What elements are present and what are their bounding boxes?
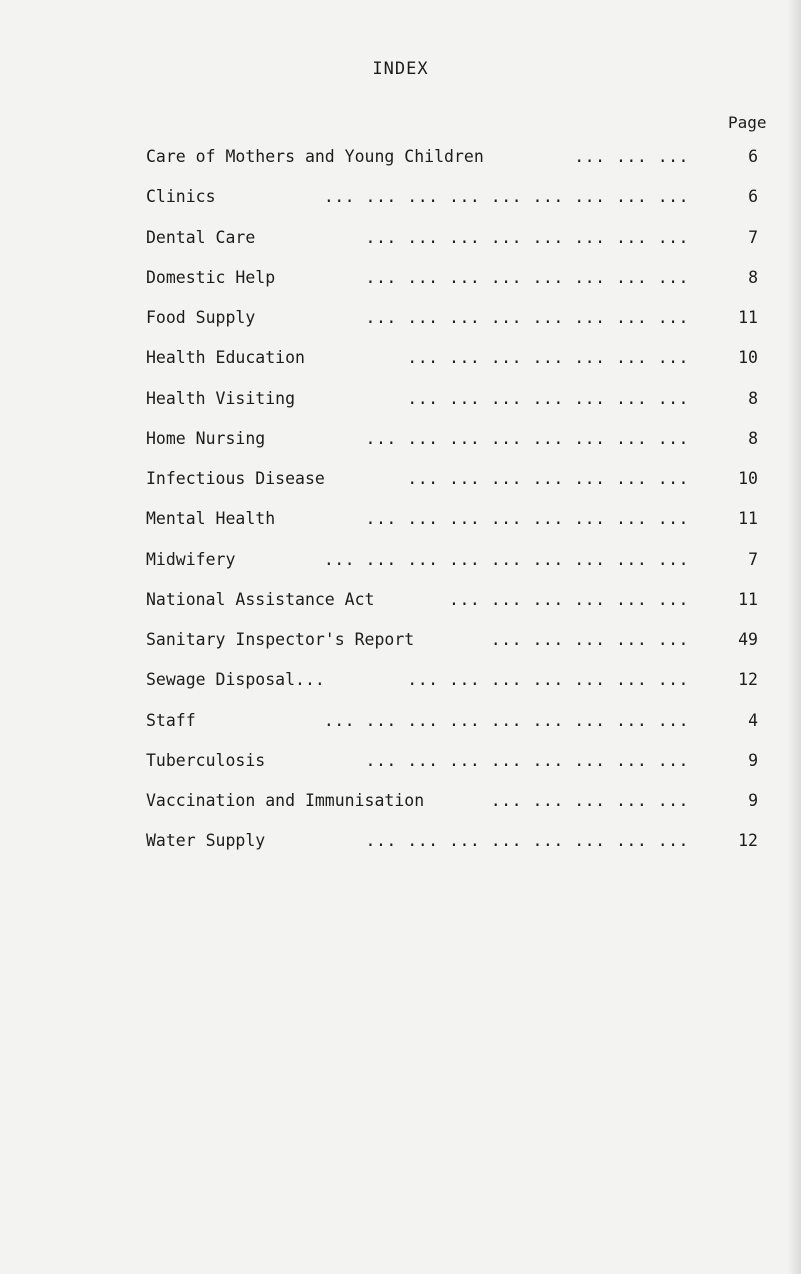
entry-label: Food Supply: [146, 308, 256, 327]
entry-label: Dental Care: [146, 227, 256, 247]
entry-leader-dots: ... ... ... ... ...: [490, 630, 689, 649]
entry-page-number: 7: [748, 549, 758, 569]
entry-label: Sewage Disposal...: [146, 670, 325, 690]
entry-leader-dots: ... ... ... ... ... ... ... ...: [365, 509, 689, 529]
entry-leader-dots: ... ... ... ... ... ... ...: [407, 670, 689, 690]
index-entry: [146, 348, 772, 388]
index-title: INDEX: [372, 59, 429, 79]
entry-leader-dots: ... ... ... ... ... ... ... ...: [365, 831, 689, 851]
entry-leader-dots: ... ... ... ... ... ... ... ...: [365, 308, 689, 327]
entry-label: National Assistance Act: [146, 589, 375, 609]
entry-leader-dots: ... ... ... ... ... ... ... ...: [365, 267, 689, 287]
index-entry: [146, 187, 772, 227]
entry-leader-dots: ... ... ... ... ... ... ... ... ...: [323, 549, 689, 569]
index-entry: [146, 389, 772, 429]
entry-label: Tuberculosis: [146, 750, 266, 770]
index-entry: [146, 550, 772, 590]
entry-page-number: 10: [738, 348, 758, 368]
entry-leader-dots: ... ... ... ... ... ... ...: [407, 469, 689, 488]
entry-label: Clinics: [146, 187, 216, 207]
entry-label: Health Education: [146, 348, 305, 368]
entry-page-number: 6: [748, 147, 758, 166]
entry-page-number: 11: [738, 509, 758, 529]
entry-leader-dots: ... ... ... ... ...: [490, 791, 689, 810]
page-column-heading: Page: [728, 113, 767, 132]
index-entry: [146, 228, 772, 268]
entry-label: Vaccination and Immunisation: [146, 791, 425, 810]
entry-label: Care of Mothers and Young Children: [146, 147, 484, 166]
entry-leader-dots: ... ... ... ... ... ... ...: [407, 388, 689, 408]
index-entry: [146, 590, 772, 630]
entry-leader-dots: ... ... ... ... ... ... ...: [407, 348, 689, 368]
index-entry: [146, 429, 772, 469]
entry-label: Infectious Disease: [146, 469, 325, 488]
entry-leader-dots: ... ... ... ... ... ... ... ... ...: [323, 187, 689, 207]
entry-page-number: 9: [748, 750, 758, 770]
index-entry: [146, 268, 772, 308]
entry-page-number: 11: [738, 308, 758, 327]
index-entry: [146, 670, 772, 710]
index-entry: [146, 831, 772, 871]
entry-label: Mental Health: [146, 509, 276, 529]
index-entry: [146, 791, 772, 831]
index-entry: [146, 509, 772, 549]
entry-label: Domestic Help: [146, 267, 276, 287]
index-entry: [146, 630, 772, 670]
index-entry: [146, 751, 772, 791]
entry-label: Midwifery: [146, 549, 236, 569]
entry-leader-dots: ... ... ... ... ... ...: [449, 589, 689, 609]
entry-label: Home Nursing: [146, 428, 266, 448]
entry-page-number: 9: [748, 791, 758, 810]
entry-leader-dots: ... ... ... ... ... ... ... ...: [365, 428, 689, 448]
index-entry: [146, 469, 772, 509]
entry-page-number: 6: [748, 187, 758, 207]
entry-label: Water Supply: [146, 831, 266, 851]
index-entry: [146, 711, 772, 751]
entry-page-number: 12: [738, 831, 758, 851]
index-list: [146, 147, 772, 872]
index-entry: [146, 147, 772, 187]
entry-leader-dots: ... ... ... ... ... ... ... ... ...: [323, 710, 689, 730]
entry-leader-dots: ... ... ... ... ... ... ... ...: [365, 750, 689, 770]
entry-label: Health Visiting: [146, 388, 296, 408]
entry-page-number: 8: [748, 388, 758, 408]
entry-label: Staff: [146, 710, 196, 730]
entry-label: Sanitary Inspector's Report: [146, 630, 415, 649]
index-entry: [146, 308, 772, 348]
entry-page-number: 10: [738, 469, 758, 488]
entry-leader-dots: ... ... ... ... ... ... ... ...: [365, 227, 689, 247]
entry-page-number: 49: [738, 630, 758, 649]
entry-page-number: 11: [738, 589, 758, 609]
entry-page-number: 8: [748, 267, 758, 287]
entry-page-number: 12: [738, 670, 758, 690]
entry-page-number: 7: [748, 227, 758, 247]
entry-leader-dots: ... ... ...: [574, 147, 689, 166]
page-edge-shadow: [787, 0, 801, 1274]
entry-page-number: 8: [748, 428, 758, 448]
entry-page-number: 4: [748, 710, 758, 730]
